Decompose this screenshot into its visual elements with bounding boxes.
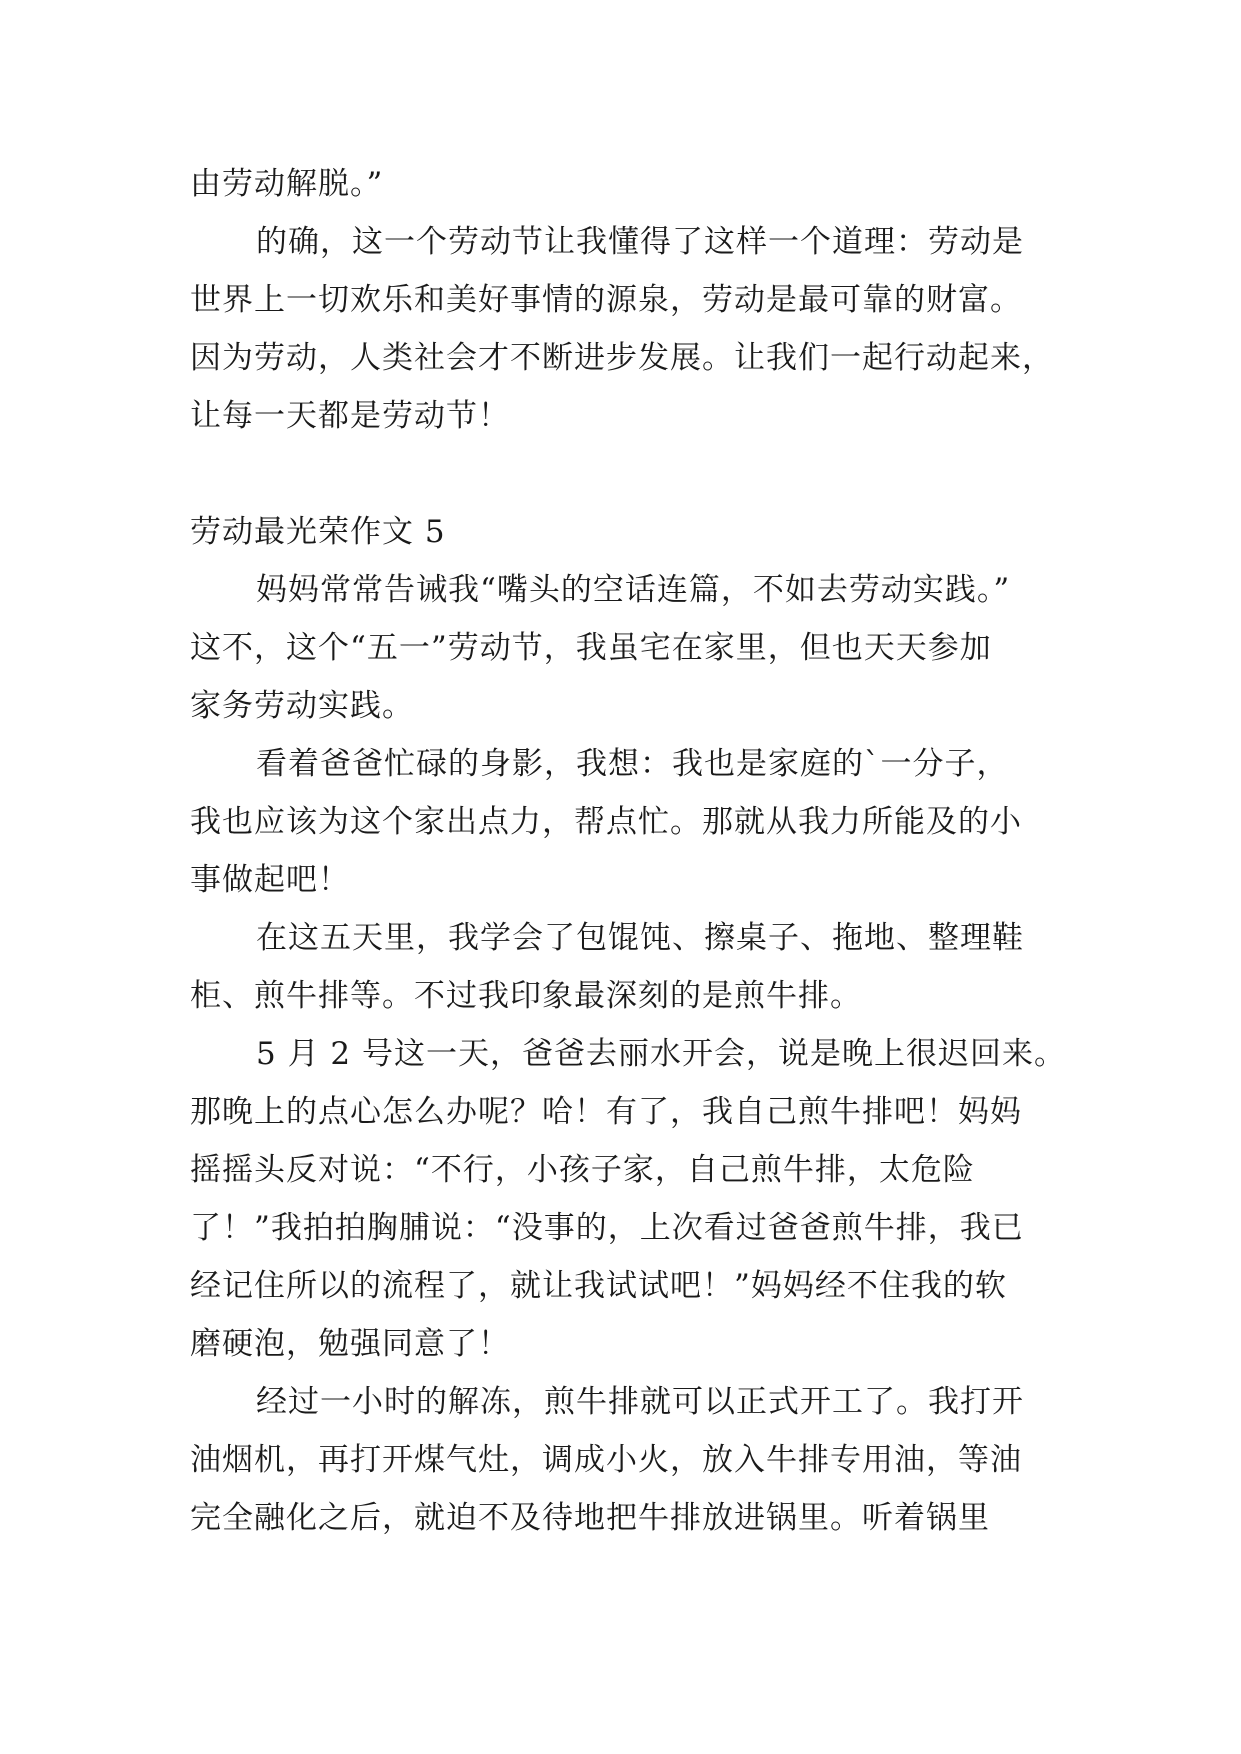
text-line: 家务劳动实践。 <box>190 688 414 724</box>
paragraph-spacer <box>190 445 1070 503</box>
paragraph-first-line: 看着爸爸忙碌的身影，我想：我也是家庭的`一分子， <box>256 746 1009 782</box>
text-line: 这不，这个“五一”劳动节，我虽宅在家里，但也天天参加 <box>190 630 992 666</box>
text-line: 因为劳动，人类社会才不断进步发展。让我们一起行动起来， <box>190 340 1054 376</box>
text-line: 经记住所以的流程了，就让我试试吧！”妈妈经不住我的软 <box>190 1268 1007 1304</box>
section-heading: 劳动最光荣作文 5 <box>190 514 446 550</box>
text-line: 摇摇头反对说：“不行，小孩子家，自己煎牛排，太危险 <box>190 1152 975 1188</box>
paragraph-first-line: 经过一小时的解冻，煎牛排就可以正式开工了。我打开 <box>256 1384 1024 1420</box>
document-body <box>190 155 1070 1547</box>
text-line: 我也应该为这个家出点力，帮点忙。那就从我力所能及的小 <box>190 804 1022 840</box>
text-line: 那晚上的点心怎么办呢？哈！有了，我自己煎牛排吧！妈妈 <box>190 1094 1022 1130</box>
text-line: 了！”我拍拍胸脯说：“没事的，上次看过爸爸煎牛排，我已 <box>190 1210 1024 1246</box>
text-line: 油烟机，再打开煤气灶，调成小火，放入牛排专用油，等油 <box>190 1442 1022 1478</box>
text-line: 磨硬泡，勉强同意了！ <box>190 1326 510 1362</box>
paragraph-first-line: 5 月 2 号这一天，爸爸去丽水开会，说是晚上很迟回来。 <box>256 1036 1067 1072</box>
paragraph-first-line: 的确，这一个劳动节让我懂得了这样一个道理：劳动是 <box>256 224 1024 260</box>
text-line: 让每一天都是劳动节！ <box>190 398 510 434</box>
paragraph-first-line: 妈妈常常告诫我“嘴头的空话连篇，不如去劳动实践。” <box>256 572 1011 608</box>
text-line: 由劳动解脱。” <box>190 166 384 202</box>
text-line: 事做起吧！ <box>190 862 350 898</box>
paragraph-first-line: 在这五天里，我学会了包馄饨、擦桌子、拖地、整理鞋 <box>256 920 1024 956</box>
text-line: 完全融化之后，就迫不及待地把牛排放进锅里。听着锅里 <box>190 1500 990 1536</box>
text-line: 世界上一切欢乐和美好事情的源泉，劳动是最可靠的财富。 <box>190 282 1022 318</box>
text-line: 柜、煎牛排等。不过我印象最深刻的是煎牛排。 <box>190 978 862 1014</box>
